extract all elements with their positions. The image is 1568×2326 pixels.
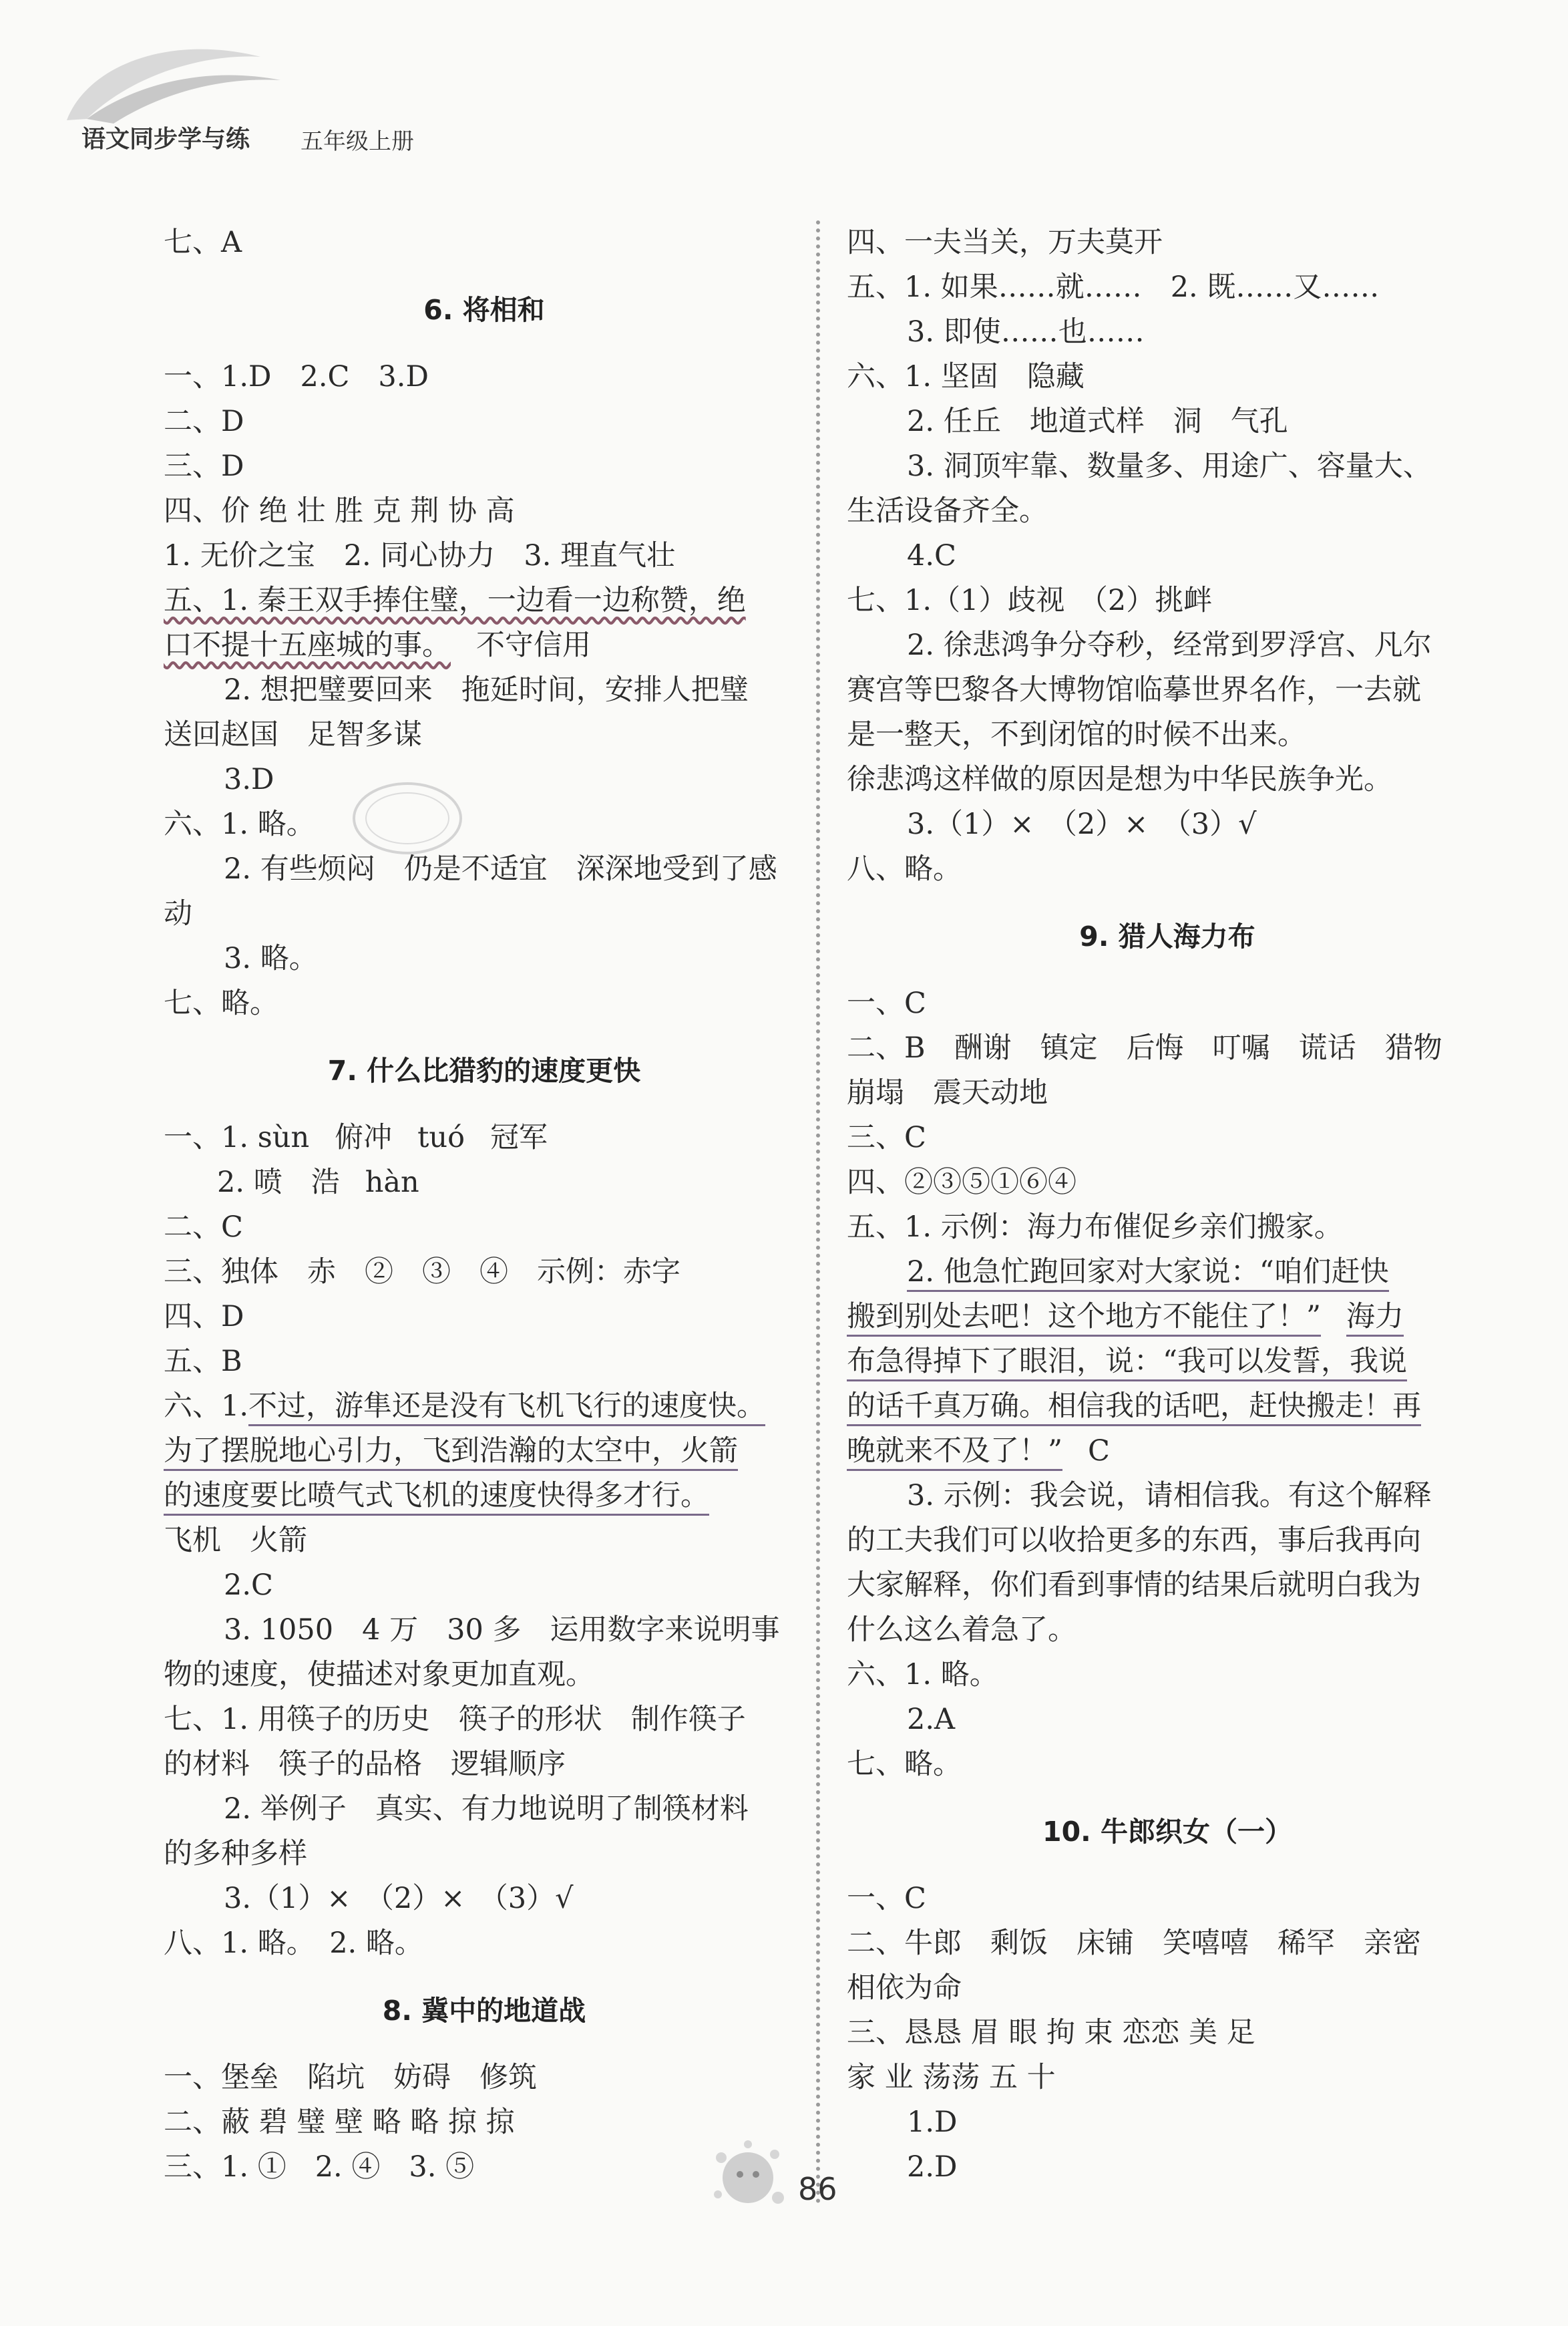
underlined-text: 布急得掉下了眼泪，说：“我可以发誓，我说 [847,1345,1407,1381]
column-divider [816,220,820,2204]
answer-line: 一、堡垒 陷坑 妨碍 修筑 [164,2061,537,2094]
answer-text: 不守信用 [476,629,591,662]
answer-line: 七、略。 [847,1748,962,1781]
section-title: 7. 什么比猎豹的速度更快 [327,1055,641,1087]
answer-line [847,1384,1488,1429]
answer-text: 2. 喷 浩 [217,1166,340,1199]
underlined-text: 五、1. 秦王双手捧住璧，一边看一边称赞，绝 [164,584,746,617]
answer-line: 八、1. 略。 2. 略。 [164,1927,423,1960]
answer-line [164,1116,805,1160]
answer-line: 二、蔽 碧 璧 壁 略 略 掠 掠 [164,2106,515,2139]
answer-line: 2. 有些烦闷 仍是不适宜 深深地受到了感 [224,852,777,886]
answer-line: 飞机 火箭 [164,1524,307,1557]
answer-line: 2. 举例子 真实、有力地说明了制筷材料 [224,1792,749,1826]
answer-line: 家 业 荡荡 五 十 [847,2061,1056,2094]
answer-line: 二、牛郎 剩饭 床铺 笑嘻嘻 稀罕 亲密 [847,1927,1421,1960]
answer-line: 3. 即使……也…… [907,315,1145,349]
answer-line: 五、1. 示例：海力布催促乡亲们搬家。 [847,1210,1343,1244]
answer-line: 三、1. ① 2. ④ 3. ⑤ [164,2150,475,2184]
answer-line: 2.A [907,1703,956,1736]
answer-line: 3. 略。 [224,942,318,975]
answer-line: 三、恳恳 眉 眼 拘 束 恋恋 美 足 [847,2016,1255,2049]
answer-line: 一、C [847,987,926,1020]
section-title: 10. 牛郎织女（一） [1042,1816,1292,1848]
answer-line: 物的速度，使描述对象更加直观。 [164,1658,594,1691]
answer-line: 四、②③⑤①⑥④ [847,1166,1076,1199]
answer-line: 赛宫等巴黎各大博物馆临摹世界名作，一去就 [847,673,1421,707]
answer-line [847,1429,1488,1474]
mascot-splash-icon [708,2138,788,2218]
answer-line: 八、略。 [847,852,962,886]
answer-line: 六、1. 略。 [164,808,315,841]
answer-line: 的工夫我们可以收拾更多的东西，事后我再向 [847,1524,1421,1557]
answer-line: 二、B 酬谢 镇定 后悔 叮嘱 谎话 猎物 [847,1031,1442,1065]
answer-line [164,1160,805,1205]
answer-text: 俯冲 [335,1121,393,1154]
answer-line: 3.D [224,763,274,796]
answer-text: C [1087,1434,1110,1468]
answer-line: 2.C [224,1568,273,1602]
answer-line: 五、1. 如果……就…… 2. 既……又…… [847,271,1380,304]
section-title: 6. 将相和 [423,294,545,326]
answer-text: tuó [417,1121,465,1154]
underlined-text: 2. 他急忙跑回家对大家说：“咱们赶快 [907,1255,1389,1292]
answer-line [164,1429,805,1474]
answer-line: 动 [164,897,192,931]
underlined-text: 口不提十五座城的事。 [164,629,451,662]
answer-line: 三、D [164,450,244,483]
answer-line [164,578,805,623]
stamp-watermark [347,775,467,862]
answer-text: 冠军 [490,1121,548,1154]
answer-line: 七、略。 [164,987,278,1020]
answer-line: 四、价 绝 壮 胜 克 荆 协 高 [164,494,515,528]
underlined-text: 搬到别处去吧！这个地方不能住了！” [847,1300,1321,1337]
answer-line: 生活设备齐全。 [847,494,1048,528]
answer-line [847,1339,1488,1384]
answer-line: 2.D [907,2150,958,2184]
answer-line: 是一整天，不到闭馆的时候不出来。 [847,718,1306,752]
answer-text: hàn [365,1166,419,1199]
answer-line: 4.C [907,539,956,572]
answer-line: 二、C [164,1210,243,1244]
answer-line: 崩塌 震天动地 [847,1076,1048,1110]
answer-line: 一、1.D 2.C 3.D [164,360,429,393]
answer-line: 1.D [907,2106,958,2139]
right-column [847,220,1488,2190]
answer-line [164,1474,805,1518]
answer-line: 1. 无价之宝 2. 同心协力 3. 理直气壮 [164,539,676,572]
answer-line [164,623,805,668]
answer-line: 七、1.（1）歧视 （2）挑衅 [847,584,1213,617]
answer-line: 的多种多样 [164,1837,307,1870]
answer-text: 六、1. [164,1389,249,1423]
answer-line: 七、A [164,226,242,259]
underlined-text: 的话千真万确。相信我的话吧，赶快搬走！再 [847,1389,1421,1426]
section-title: 8. 冀中的地道战 [382,1995,586,2027]
answer-line: 2. 任丘 地道式样 洞 气孔 [907,405,1288,438]
answer-line: 相依为命 [847,1971,962,2005]
answer-line [164,1384,805,1429]
answer-line: 送回赵国 足智多谋 [164,718,422,752]
page-number: 86 [798,2171,837,2207]
answer-line: 3.（1）× （2）× （3）√ [224,1882,574,1915]
answer-line: 2. 徐悲鸿争分夺秒，经常到罗浮宫、凡尔 [907,629,1432,662]
answer-line: 3.（1）× （2）× （3）√ [907,808,1257,841]
answer-line: 徐悲鸿这样做的原因是想为中华民族争光。 [847,763,1392,796]
header-arc-logo [60,40,314,127]
answer-line: 二、D [164,405,244,438]
answer-line: 四、D [164,1300,244,1333]
book-grade: 五年级上册 [301,128,414,155]
answer-line: 的材料 筷子的品格 逻辑顺序 [164,1748,566,1781]
answer-line: 四、一夫当关，万夫莫开 [847,226,1163,259]
answer-line [847,1295,1488,1339]
answer-line: 大家解释，你们看到事情的结果后就明白我为 [847,1568,1421,1602]
page-header [60,40,594,167]
answer-line: 六、1. 坚固 隐藏 [847,360,1085,393]
answer-text: 一、1. sùn [164,1121,310,1154]
underlined-text: 海力 [1346,1300,1404,1337]
answer-line: 六、1. 略。 [847,1658,998,1691]
answer-line: 2. 想把璧要回来 拖延时间，安排人把璧 [224,673,749,707]
answer-line: 什么这么着急了。 [847,1613,1076,1647]
answer-line: 五、B [164,1345,242,1378]
underlined-text: 不过，游隼还是没有飞机飞行的速度快。 [248,1389,765,1426]
left-column [164,220,805,2190]
answer-line: 七、1. 用筷子的历史 筷子的形状 制作筷子 [164,1703,746,1736]
underlined-text: 的速度要比喷气式飞机的速度快得多才行。 [164,1479,709,1516]
answer-line: 3. 示例：我会说，请相信我。有这个解释 [907,1479,1432,1512]
answer-line [847,1250,1488,1295]
book-title: 语文同步学与练 [81,126,250,153]
answer-line: 3. 1050 4 万 30 多 运用数字来说明事 [224,1613,780,1647]
section-title: 9. 猎人海力布 [1079,921,1255,953]
answer-line: 三、独体 赤 ② ③ ④ 示例：赤字 [164,1255,680,1289]
answer-line: 一、C [847,1882,926,1915]
answer-line: 3. 洞顶牢靠、数量多、用途广、容量大、 [907,450,1432,483]
underlined-text: 晚就来不及了！” [847,1434,1062,1471]
underlined-text: 为了摆脱地心引力，飞到浩瀚的太空中，火箭 [164,1434,738,1471]
answer-line: 三、C [847,1121,926,1154]
